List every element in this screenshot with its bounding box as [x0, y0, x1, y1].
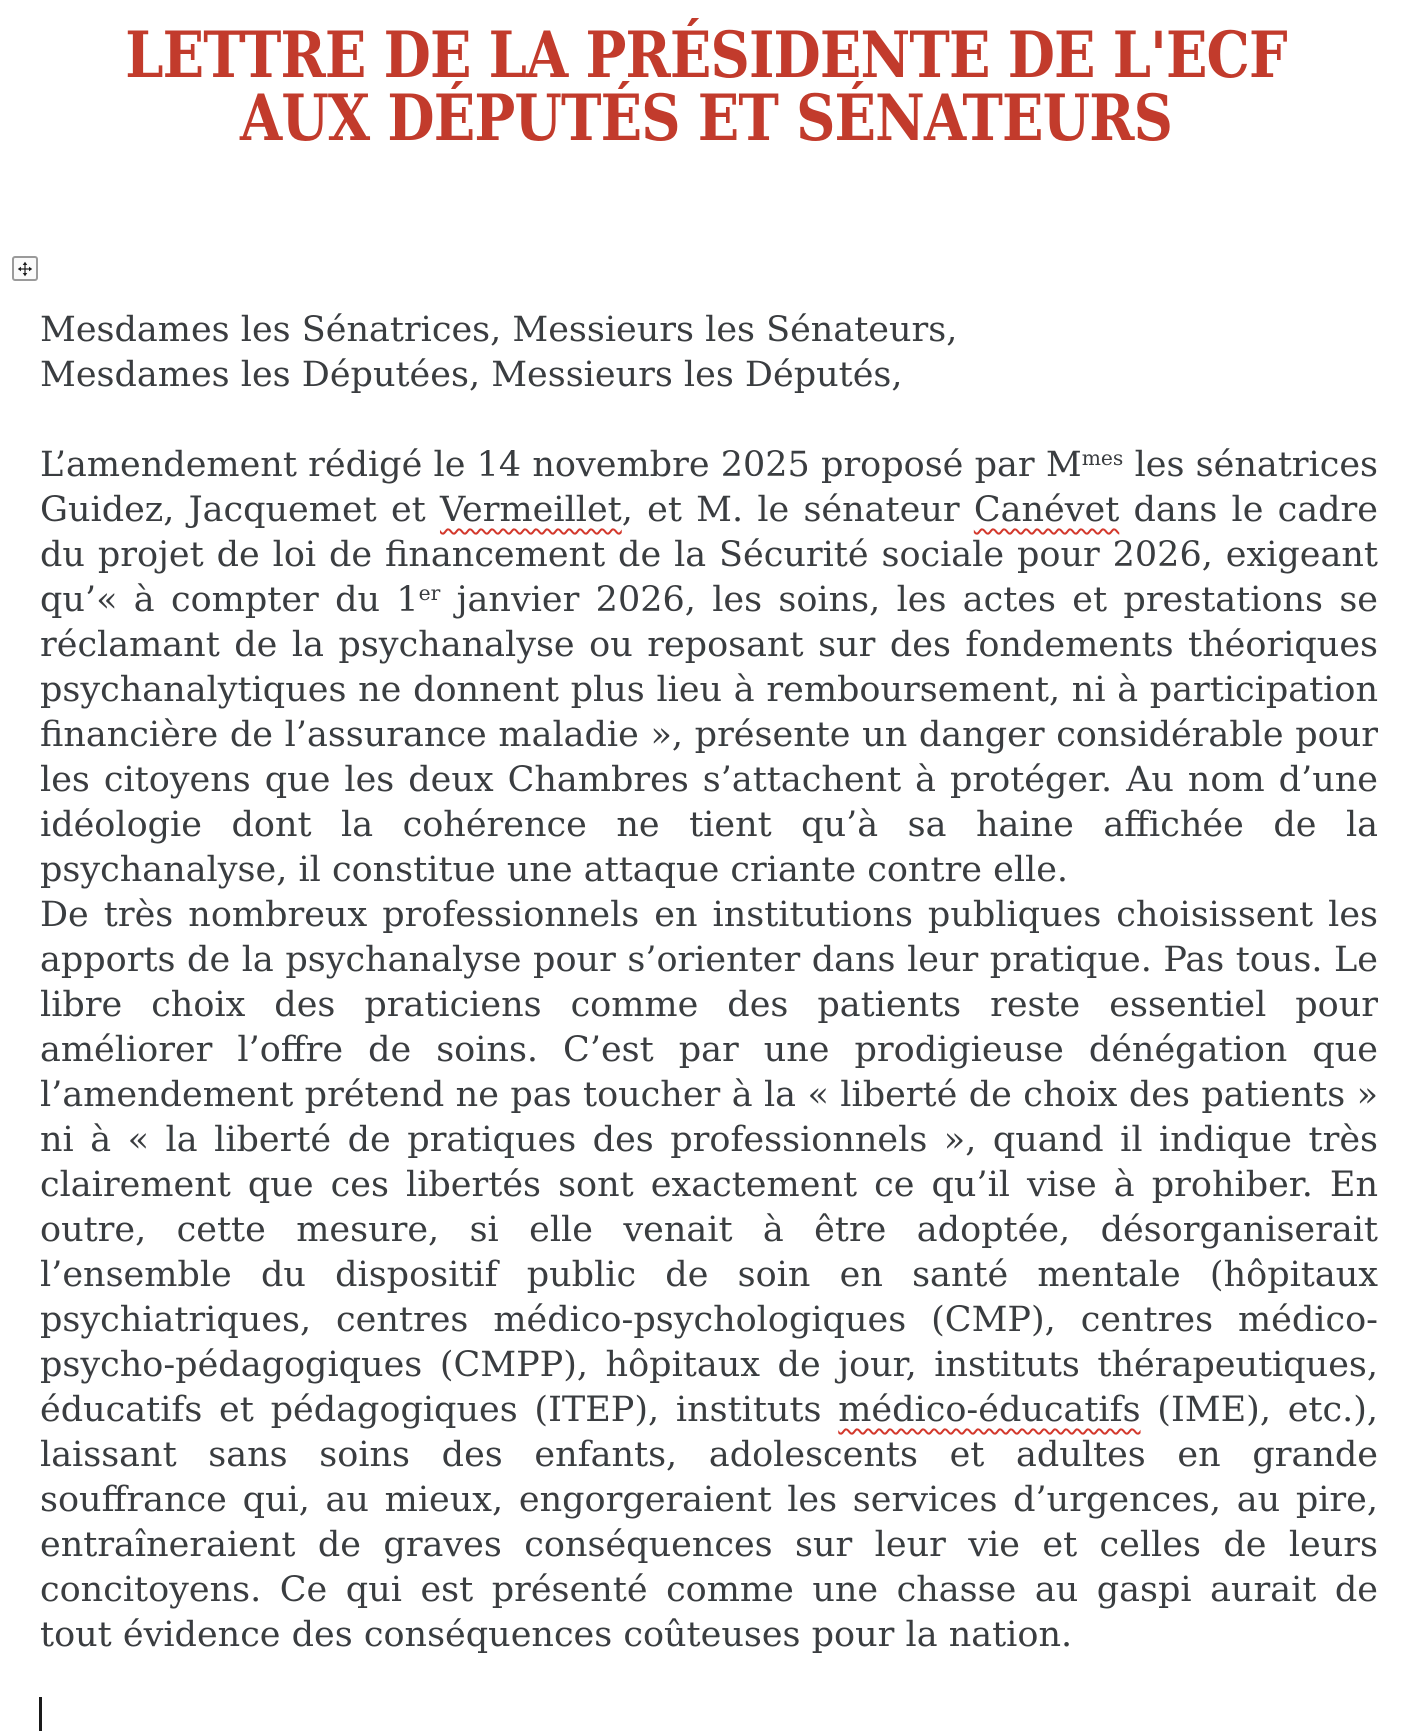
move-handle-icon[interactable]: [12, 256, 38, 281]
paragraph[interactable]: [40, 893, 1378, 1658]
document-title: [0, 18, 1412, 156]
misspelled-word: Canévet: [973, 490, 1120, 530]
document-body[interactable]: [40, 308, 1378, 1658]
misspelled-word: médico-éducatifs: [838, 1390, 1141, 1430]
document-title-line-2[interactable]: AUX DÉPUTÉS ET SÉNATEURS: [239, 81, 1173, 156]
text-cursor: [39, 1697, 42, 1731]
paragraphs: [40, 443, 1378, 1658]
superscript-text: mes: [1081, 445, 1124, 470]
superscript-text: er: [418, 580, 441, 605]
text-run: dans le cadre du projet de loi de financement de la Sécurité sociale pour 2026, exigeant qu’« à compter du 1: [40, 490, 1378, 620]
salutation[interactable]: [40, 308, 1378, 398]
text-run: janvier 2026, les soins, les actes et prestations se réclamant de la psychanalyse ou reposant sur des fondements théoriques psychanalytiques ne donnent plus lieu à remboursement, ni à participation financière de l’assurance maladie », présente un danger considérable pour les citoyens que les deux Chambres s’attachent à protéger. Au nom d’une idéologie dont la cohérence ne tient qu’à sa haine affichée de la psychanalyse, il constitue une attaque criante contre elle.: [40, 580, 1378, 890]
text-run: les sénatrices Guidez, Jacquemet et: [40, 445, 1378, 530]
text-run: L’amendement rédigé le 14 novembre 2025 proposé par M: [40, 445, 1082, 485]
text-run: De très nombreux professionnels en institutions publiques choisissent les apports de la psychanalyse pour s’orienter dans leur pratique. Pas tous. Le libre choix des praticiens comme des patients reste essentiel pour améliorer l’offre de soins. C’est par une prodigieuse dénégation que l’amendement prétend ne pas toucher à la « liberté de choix des patients » ni à « la liberté de pratiques des professionnels », quand il indique très clairement que ces libertés sont exactement ce qu’il vise à prohiber. En outre, cette mesure, si elle venait à être adoptée, désorganiserait l’ensemble du dispositif public de soin en santé mentale (hôpitaux psychiatriques, centres médico-psychologiques (CMP), centres médico-psycho-pédagogiques (CMPP), hôpitaux de jour, instituts thérapeutiques, éducatifs et pédagogiques (ITEP), instituts: [40, 895, 1378, 1430]
salutation-line[interactable]: Mesdames les Sénatrices, Messieurs les Sénateurs,: [40, 310, 958, 350]
salutation-line[interactable]: Mesdames les Députées, Messieurs les Députés,: [40, 355, 903, 395]
text-run: , et M. le sénateur: [621, 490, 974, 530]
document-title-line-1[interactable]: LETTRE DE LA PRÉSIDENTE DE L'ECF: [125, 18, 1287, 93]
misspelled-word: Vermeillet: [439, 490, 622, 530]
paragraph[interactable]: [40, 443, 1378, 893]
text-run: (IME), etc.), laissant sans soins des enfants, adolescents et adultes en grande souffrance qui, au mieux, engorgeraient les services d’urgences, au pire, entraîneraient de graves conséquences sur leur vie et celles de leurs concitoyens. Ce qui est présenté comme une chasse au gaspi aurait de tout évidence des conséquences coûteuses pour la nation.: [40, 1390, 1378, 1655]
